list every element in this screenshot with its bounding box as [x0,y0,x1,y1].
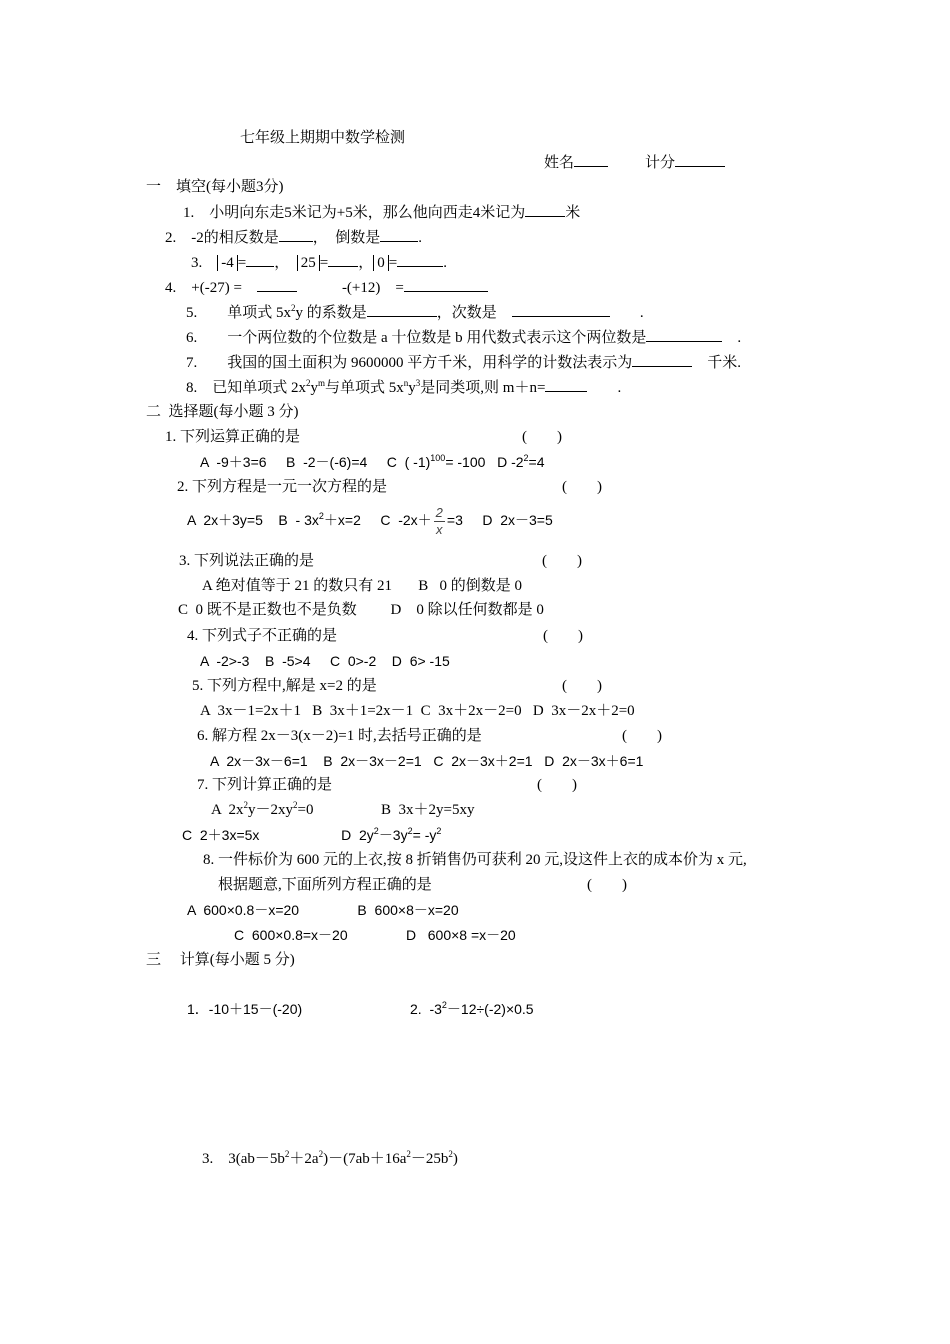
section3-heading: 三 计算(每小题 5 分) [146,952,295,968]
s3-q2: 2. $-3^2-12\div(-2)\times 0.5$ [410,1000,534,1017]
s2-q4-paren: ( ) [543,628,583,644]
fraction-2-over-x: $\frac{2}{x}$ [435,504,443,537]
s1-q5: 5. 单项式 $5x^2y$ 的系数是 ，次数是 . [186,303,644,321]
s2-q4-options: A -2>-3 B -5>4 C 0>-2 D 6> -15 [200,653,450,669]
score-field [645,152,725,173]
s1-q7: 7. 我国的国土面积为 9600000 平方千米，用科学的计数法表示为 千米. [186,352,741,373]
section2-heading: 二 选择题(每小题 3 分) [146,404,299,420]
s2-q5-paren: ( ) [562,678,602,694]
s3-q3: 3. $3(ab-5b^2+2a^2)-(7ab+16a^2-25b^2)$ [202,1149,458,1167]
s2-q6-paren: ( ) [622,728,662,744]
s1-q6: 6. 一个两位数的个位数是 a 十位数是 b 用代数式表示这个两位数是 . [186,327,741,348]
s2-q3-paren: ( ) [542,553,582,569]
s2-q5-options: A 3x－1=2x＋1 B 3x＋1=2x－1 C 3x＋2x－2=0 D 3x－2x＋2=0 [200,703,635,719]
s3-q1: 1．-10＋15－(-20) [187,1001,303,1017]
s2-q6-options: A 2x－3x－6=1 B 2x－3x－2=1 C 2x－3x＋2=1 D 2x－3x＋6=1 [210,753,644,769]
section1-heading: 一 填空(每小题3分) [146,179,284,195]
page-title: 七年级上期期中数学检测 [240,130,406,146]
s2-q7-options-cd: C 2＋3x=5x D $2y^2-3y^2= -y^2$ [182,826,442,843]
s2-q2-paren: ( ) [562,479,602,495]
s2-q7-paren: ( ) [537,777,577,793]
s2-q3: 3. 下列说法正确的是 [179,553,315,569]
name-field [544,152,608,173]
s1-q1: 1. 小明向东走5米记为+5米，那么他向西走4米记为 米 [183,202,580,223]
s2-q1-paren: ( ) [522,429,562,445]
s1-q8: 8. 已知单项式 $2x^2y^m$与单项式 $5x^ny^3$是同类项,则 m＋n= . [186,378,622,396]
s2-q1-options: A -9＋3=6 B -2－(-6)=4 C ( -1)$^{100}$= -100 D $-2^2=4$ [200,453,545,470]
s2-q4: 4. 下列式子不正确的是 [187,628,338,644]
s2-q8-line1: 8. 一件标价为 600 元的上衣,按 8 折销售仍可获利 20 元,设这件上衣的成本价为 x 元, [203,852,747,868]
s2-q6: 6. 解方程 2x－3(x－2)=1 时,去括号正确的是 [197,728,482,744]
name-blank [574,152,608,167]
s1-q4: 4. +(-27) = -(+12) = [165,277,488,298]
s2-q3-options-cd: C 0 既不是正数也不是负数 D 0 除以任何数都是 0 [178,602,544,618]
s2-q2: 2. 下列方程是一元一次方程的是 [177,479,388,495]
s2-q8-options-cd: C 600×0.8=x－20 D 600×8 =x－20 [234,927,516,943]
score-blank [675,152,725,167]
s1-q2: 2. -2的相反数是 ， 倒数是 . [165,227,422,248]
s1-q3: 3. -4 = ， 25 = ， 0 = . [191,252,447,273]
name-label: 姓名 [544,155,575,171]
score-label: 计分 [645,155,676,171]
s2-q3-options-ab: A 绝对值等于 21 的数只有 21 B 0 的倒数是 0 [202,578,523,594]
s2-q1: 1. 下列运算正确的是 [165,429,301,445]
s2-q8-options-ab: A 600×0.8－x=20 B 600×8－x=20 [187,902,459,918]
s2-q5: 5. 下列方程中,解是 x=2 的是 [192,678,377,694]
s2-q8-line2: 根据题意,下面所列方程正确的是 [218,877,432,893]
s2-q8-paren: ( ) [587,877,627,893]
s2-q2-options: A 2x＋3y=5 $B - 3x^2+x=2$ C -2x＋ $\frac{2}{x}$ =3 D 2x－3=5 [187,504,553,537]
s2-q7-options-ab: A $2x^2y-2xy^2=0$ B 3x＋2y=5xy [211,800,475,818]
s2-q7: 7. 下列计算正确的是 [197,777,333,793]
